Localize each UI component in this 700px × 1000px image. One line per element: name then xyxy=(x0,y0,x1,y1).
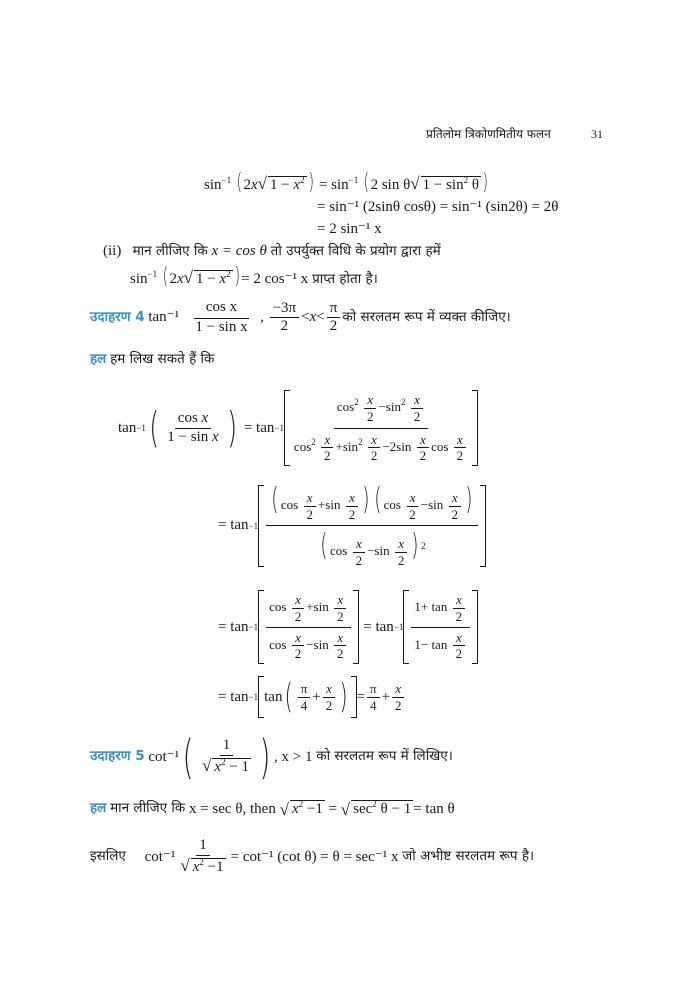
solution-4-intro: हल हम लिख सकते हैं कि xyxy=(90,351,215,367)
part-ii-line: (ii) मान लीजिए कि x = cos θ तो उपर्युक्त विधि के प्रयोग द्वारा हमें xyxy=(103,243,441,259)
derivation-line-1: $\sin^{-1}$ ( 2x√ $1 - x^2$ ) = $\sin^{-1}$ ( 2 sin θ√ $1 - \sin^2 \theta$ ) xyxy=(204,170,488,195)
example-5: उदाहरण 5 cot⁻¹ ( $\frac{1}{√ x^2 - 1}$ ) , x > 1 को सरलतम रूप में लिखिए। xyxy=(90,730,453,784)
step-1: tan −1 ( $\frac{\text{cos x}}{\text{1 − sin x}}$ ) = tan −1 $\cos^2$ $\frac{x}{2}$ $-\sin^2$ $\frac{x}{2}$ $\cos^2$ $\frac{x}{2}$ $+\sin^2$ $\frac{x}{2}$ −2sin $\frac{x}{2}$ cos $\frac{x}{2}$ xyxy=(118,390,478,466)
solution-5: हल मान लीजिए कि x = sec θ, then √ $x^2 -1$ = √ $\sec^2 \theta - 1$ = tan θ xyxy=(90,799,455,819)
part-ii-result: $\sin^{-1}$ ( 2x√ $1 - x^2$ ) = 2 cos⁻¹ x प्राप्त होता है। xyxy=(130,264,378,289)
final-result: इसलिए cot⁻¹ $\frac{1}{√ x^2 -1}$ = cot⁻¹ (cot θ) = θ = sec⁻¹ x जो अभीष्ट सरलतम रूप है। xyxy=(90,837,535,875)
step-2: = tan −1 ( cos $\frac{x}{2}$ +sin $\frac{x}{2}$ ) ( cos $\frac{x}{2}$ −sin $\frac{x}{2}$ ) ( cos $\frac{x}{2}$ −sin $\frac{x}{2}$ ) $^2$ xyxy=(218,484,486,567)
derivation-line-3: = 2 sin⁻¹ x xyxy=(317,221,382,237)
page-number: 31 xyxy=(591,127,603,141)
range-lower: $\frac{-3\pi}{2}$ xyxy=(270,301,300,336)
solution-label: हल xyxy=(90,351,107,367)
running-header: प्रतिलोम त्रिकोणमितीय फलन xyxy=(426,127,551,141)
range-upper: $\frac{\pi}{2}$ xyxy=(327,301,341,336)
example-4-fraction: $\frac{\text{cos x}}{\text{1 − sin x}}$ xyxy=(195,299,248,335)
step-4: = tan −1 tan ( $\frac{\pi}{4}$ + $\frac{x}{2}$ ) = $\frac{\pi}{4}$ + $\frac{x}{2}$ xyxy=(218,676,407,718)
example-4: उदाहरण 4 tan⁻¹ $\frac{\text{cos x}}{\text{1 − sin x}}$ , $\frac{-3\pi}{2}$ < x < $\frac{\pi}{2}$ को सरलतम रूप में व्यक्त कीजिए। xyxy=(90,299,511,335)
example-4-label: उदाहरण 4 xyxy=(90,309,145,325)
derivation-line-2: = sin⁻¹ (2sinθ cosθ) = sin⁻¹ (sin2θ) = 2θ xyxy=(317,199,559,215)
step-3: = tan −1 cos $\frac{x}{2}$ +sin $\frac{x}{2}$ cos $\frac{x}{2}$ −sin $\frac{x}{2}$ = tan −1 1+ tan $\frac{x}{2}$ 1− tan $\frac{x}{2}$ xyxy=(218,590,478,664)
part-ii-label: (ii) xyxy=(103,243,122,259)
example-5-label: उदाहरण 5 xyxy=(90,748,145,765)
